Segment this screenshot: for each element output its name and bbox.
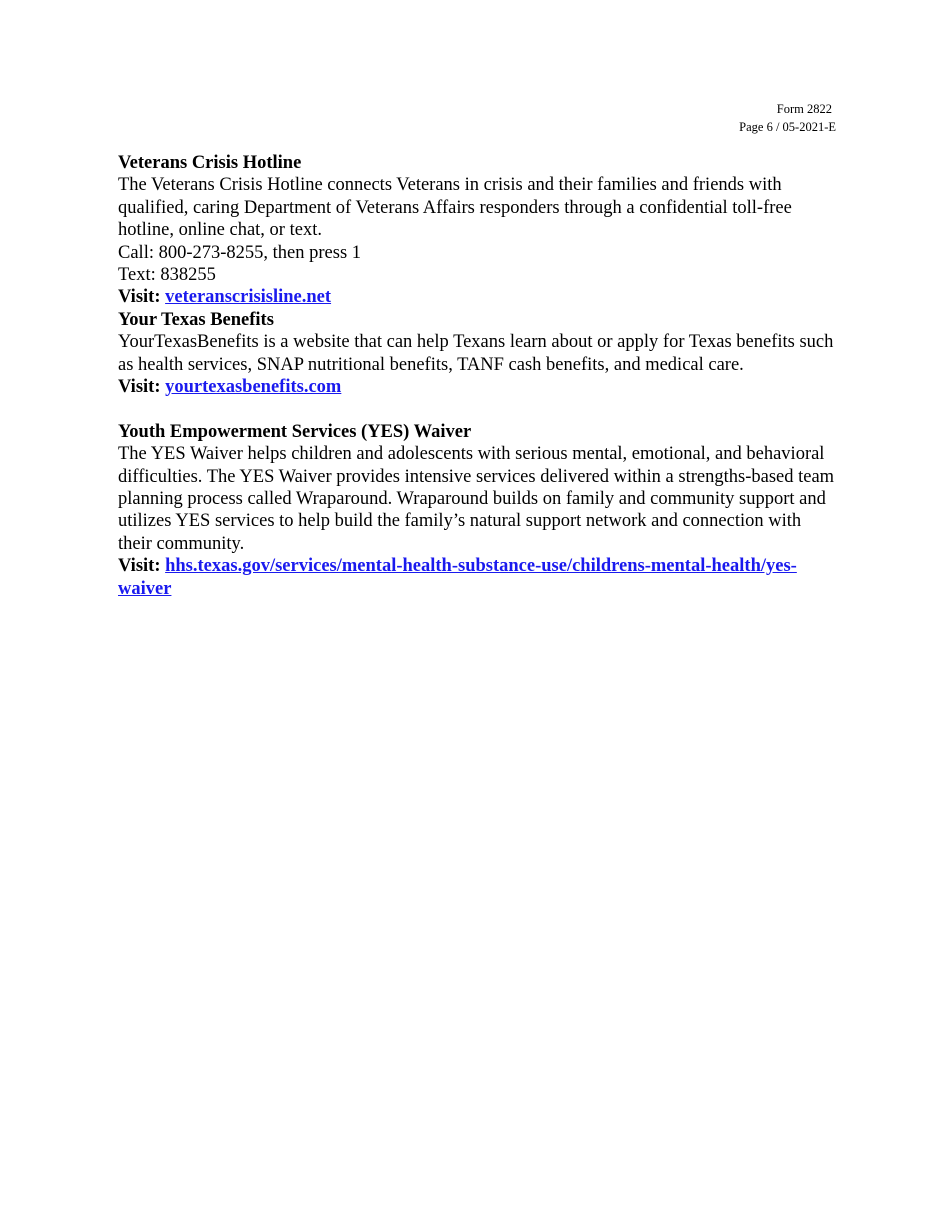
section-yes-waiver xyxy=(118,421,838,600)
visit-line xyxy=(118,555,838,600)
document-body xyxy=(118,152,838,600)
text-line: Text: 838255 xyxy=(118,265,216,286)
your-texas-benefits-link[interactable]: yourtexasbenefits.com xyxy=(165,377,342,398)
section-description: YourTexasBenefits is a website that can help Texans learn about or apply for Texas benefits such as health services, SNAP nutritional benefits, TANF cash benefits, and medical care. xyxy=(118,332,834,375)
section-description: The YES Waiver helps children and adolescents with serious mental, emotional, and behavioral difficulties. The YES Waiver provides intensive services delivered within a strengths-based team planning process called Wraparound. Wraparound builds on family and community support and utilizes YES services to help build the family’s natural support network and connection with their community. xyxy=(118,444,835,554)
call-line: Call: 800-273-8255, then press 1 xyxy=(118,242,362,263)
page-info: Page 6 / 05-2021-E xyxy=(739,119,836,134)
yes-waiver-link[interactable]: hhs.texas.gov/services/mental-health-substance-use/childrens-mental-health/yes-waiver xyxy=(118,556,797,599)
form-number: Form 2822 xyxy=(776,102,832,116)
section-veterans-crisis-hotline xyxy=(118,152,838,309)
section-description: The Veterans Crisis Hotline connects Veterans in crisis and their families and friends with qualified, caring Department of Veterans Affairs responders through a confidential toll-free hotline, online chat, or text. xyxy=(118,175,792,241)
visit-label: Visit: xyxy=(118,287,161,308)
section-title: Youth Empowerment Services (YES) Waiver xyxy=(118,421,472,442)
section-title: Your Texas Benefits xyxy=(118,309,274,330)
section-title: Veterans Crisis Hotline xyxy=(118,153,302,173)
visit-line xyxy=(118,286,838,308)
section-your-texas-benefits xyxy=(118,309,838,399)
section-spacer xyxy=(118,398,838,420)
visit-label: Visit: xyxy=(118,556,161,577)
veterans-crisis-link[interactable]: veteranscrisisline.net xyxy=(165,287,332,308)
visit-line xyxy=(118,376,838,398)
visit-label: Visit: xyxy=(118,377,161,398)
page-header xyxy=(739,101,836,136)
